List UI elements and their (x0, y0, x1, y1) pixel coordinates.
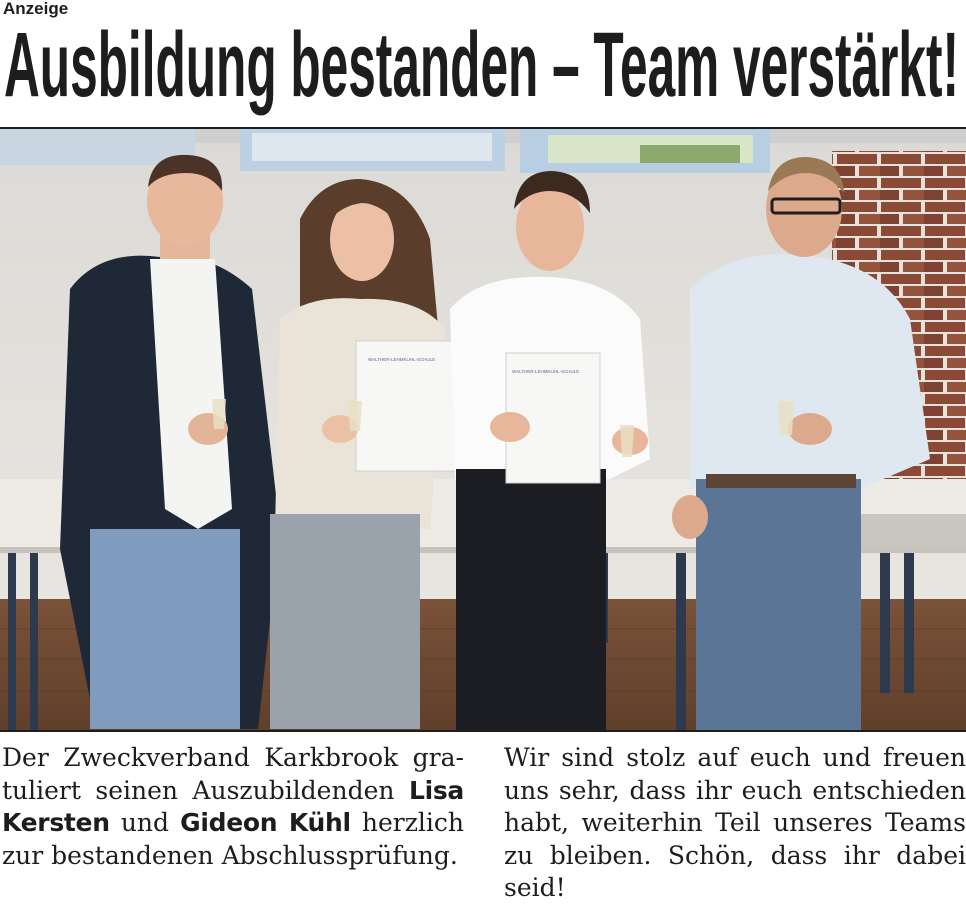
headline (0, 22, 966, 118)
certificate-header-2: WALTHER-LEHMKUHL-SCHULE (512, 369, 580, 374)
apprentice-name-2: Gideon Kühl (180, 808, 351, 837)
ad-label: Anzeige (3, 0, 69, 18)
certificate-header-1: WALTHER-LEHMKUHL-SCHULE (368, 357, 436, 362)
body-column-right: Wir sind stolz auf euch und freuen uns sehr, dass ihr euch entschieden habt, weiterhin Teil unseres Teams zu bleiben. Schön, dass ihr dabei seid! (504, 743, 966, 902)
body-column-left (2, 742, 464, 872)
headline-svg (0, 22, 966, 118)
headline-text: Ausbildung bestanden – Team verstärkt! (4, 22, 960, 116)
body-text-2: und (109, 808, 181, 837)
team-photo-illustration (0, 129, 966, 732)
team-photo (0, 127, 966, 732)
body-text-1: Der Zweckverband Karkbrook gratuliert seinen Auszubildenden (2, 743, 464, 805)
body-text-3: herzlich zur bestandenen Abschlussprüfung. (2, 808, 464, 870)
apprentice-name-1: Lisa Kersten (2, 775, 464, 837)
